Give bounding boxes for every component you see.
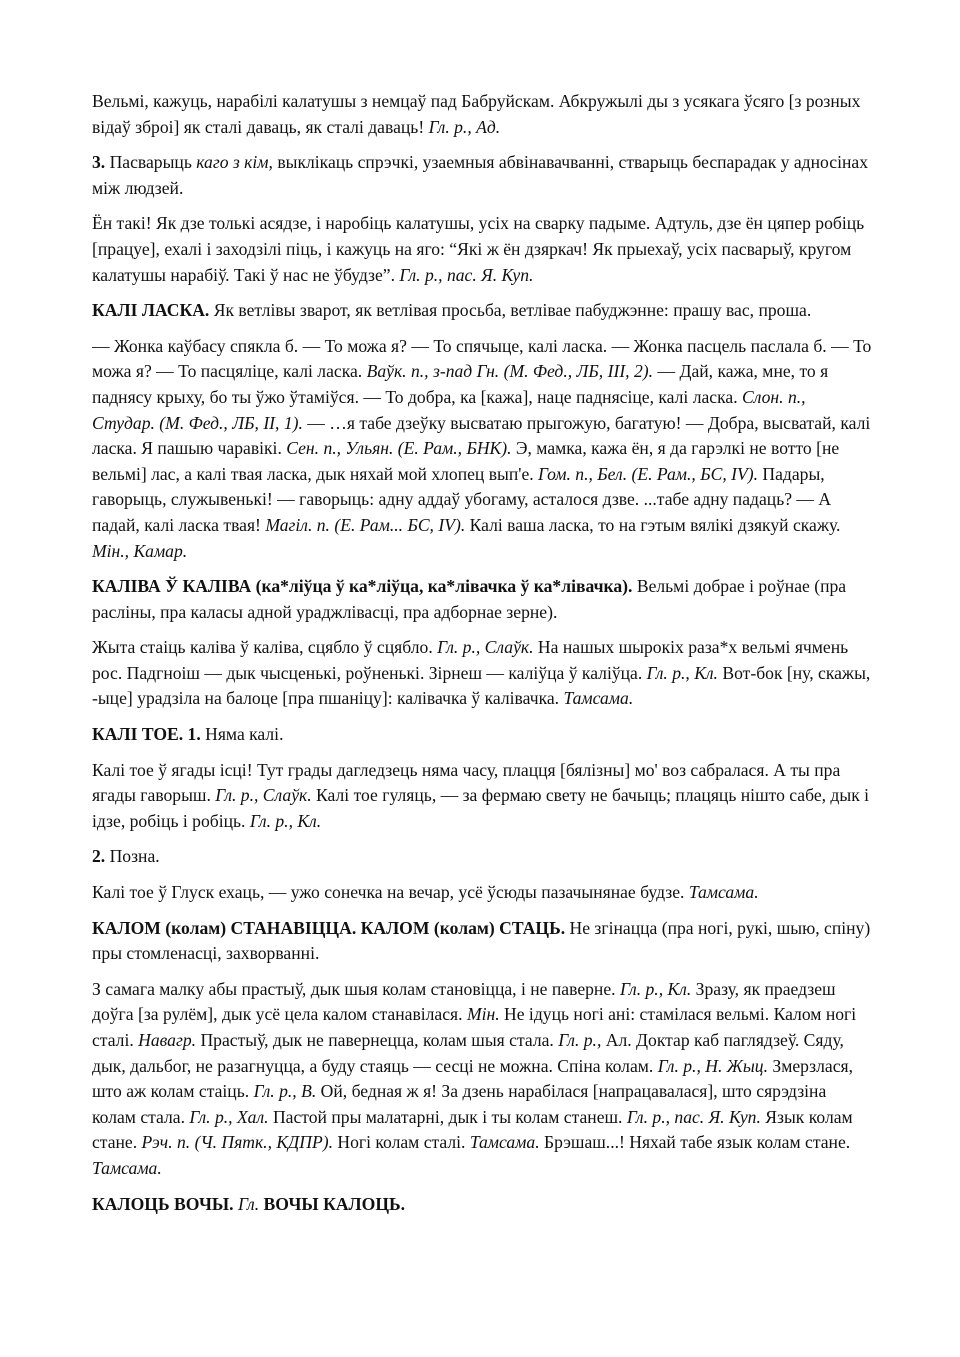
bold-text: 2.	[92, 846, 106, 867]
text-run: На нашых шырокіх раза*х вельмі ячмень рос. Падгноіш — дык чысценькі, роўненькі. Зірнеш — каліўца ў каліўца.	[92, 637, 849, 683]
text-run: — Дай, кажа, мне, то я паднясу крыху, бо ты ўжо ўтаміўся. — То добра, ка [кажа], наце паднясіце, калі ласка.	[92, 361, 829, 407]
text-run: выклікаць спрэчкі, узаемныя абвінавачванні, стварыць беспарадак у адносінах між людзей.	[92, 152, 868, 198]
bold-text: КАЛІ ТОЕ. 1.	[92, 724, 201, 745]
italic-source: Навагр.	[138, 1030, 197, 1050]
italic-source: Гл.	[237, 1193, 260, 1214]
text-run: Жыта стаіць каліва ў каліва, сцябло ў сцябло.	[92, 637, 438, 658]
text-run: Вельмі добрае і роўнае (пра расліны, пра каласы адной ураджлівасці, пра адборнае зерне).	[92, 576, 847, 622]
bold-text: КАЛІ ЛАСКА.	[92, 300, 210, 321]
italic-source: Гл. р.,	[558, 1030, 602, 1050]
text-run: Калі тое ў ягады ісці! Тут грады дагледзець няма часу, плацця [бялізны] мо' воз сабралася. А ты пра ягады гаворыш.	[92, 759, 841, 806]
italic-source: Слон. п., Студар. (М. Фед., ЛБ, II, 1).	[92, 386, 806, 433]
text-run: Позна.	[105, 846, 160, 867]
italic-source: Гл. р., пас. Я. Куп.	[626, 1106, 761, 1127]
text-run: — Жонка каўбасу спякла б. — То можа я? — То спячыце, калі ласка. — Жонка пасцель паслала б. — То можа я? — То пасцяліце, калі ласка.	[92, 335, 872, 382]
italic-source: Тамсама.	[469, 1132, 540, 1153]
text-run: Як ветлівы зварот, як ветлівая просьба, ветлівае пабуджэнне: прашу вас, проша.	[209, 300, 812, 321]
text-run: Ой, бедная ж я! За дзень нарабілася [напрацавалася], што сярэдзіна колам стала.	[92, 1081, 827, 1127]
paragraph	[92, 844, 872, 870]
paragraph	[92, 89, 872, 140]
text-run: Пастой пры малатарні, дык і ты колам станеш.	[268, 1106, 627, 1127]
paragraph	[92, 211, 872, 288]
italic-source: Гл. р., пас. Я. Куп.	[399, 264, 534, 285]
text-run: Калі ваша ласка, то на гэтым вялікі дзякуй скажу.	[465, 514, 841, 535]
italic-source: каго з кім,	[196, 152, 273, 173]
text-run: Калі тое гуляць, — за фермаю свету не бачыць; плацяць нішто сабе, дык і ідзе, робіць і робіць.	[92, 785, 870, 831]
italic-source: Гл. р., Кл.	[646, 662, 718, 683]
italic-source: Мін., Камар.	[92, 540, 188, 561]
bold-text: КАЛОМ (колам) СТАНАВІЦЦА. КАЛОМ (колам) СТАЦЬ.	[92, 917, 566, 938]
italic-source: Мін.	[466, 1004, 500, 1025]
text-run: З самага малку абы прастыў, дык шыя колам становіцца, і не паверне.	[92, 978, 620, 999]
text-run: Ён такі! Як дзе толькі асядзе, і наробіць калатушы, усіх на сварку падыме. Адтуль, дзе ён цяпер робіць [працуе], ехалі і заходзілі піць, і кажуць на яго: “Які ж ён дзяркач! Як прыехаў, усіх пасварыў, кругом калатушы нарабіў. Такі ў нас не ўбудзе”.	[92, 213, 865, 285]
bold-text: КАЛІВА Ў КАЛІВА (ка*ліўца ў ка*ліўца, ка*лівачка ў ка*лівачка).	[92, 576, 633, 597]
text-run: Вот-бок [ну, скажы, -ыце] урадзіла на балоце [пра пшаніцу]: калівачка ў калівачка.	[92, 662, 871, 709]
paragraph	[92, 635, 872, 712]
paragraph	[92, 977, 872, 1182]
italic-source: Гл. р., В.	[253, 1081, 317, 1102]
bold-text: ВОЧЫ КАЛОЦЬ.	[263, 1193, 406, 1214]
text-run: Не ідуць ногі ані: стамілася вельмі. Калом ногі сталі.	[92, 1004, 857, 1050]
italic-source: Магіл. п. (Е. Рам... БС, IV).	[265, 514, 466, 535]
text-run: Прастыў, дык не павернецца, колам шыя стала.	[196, 1030, 559, 1050]
italic-source: Гл. р., Слаўк.	[215, 785, 312, 806]
paragraph	[92, 574, 872, 625]
italic-source: Тамсама.	[563, 688, 634, 709]
paragraph	[92, 150, 872, 201]
italic-source: Гл. р., Хал.	[189, 1106, 269, 1127]
text-run: Зразу, як праедзеш доўга [за рулём], дык усё цела калом станавілася.	[92, 978, 836, 1025]
italic-source: Гл. р., Слаўк.	[437, 637, 534, 658]
bold-text: КАЛОЦЬ ВОЧЫ.	[92, 1193, 234, 1214]
italic-source: Гл. р., Ад.	[428, 116, 501, 137]
text-run: Язык колам стане.	[92, 1106, 853, 1153]
text-run: Ал. Доктар каб паглядзеў. Сяду, дык, дальбог, не разагнуцца, а буду стаяць — сесці не можна. Спіна колам.	[92, 1030, 844, 1076]
italic-source: Гом. п., Бел. (Е. Рам., БС, IV).	[538, 463, 758, 484]
italic-source: Гл. р., Н. Жыц.	[657, 1055, 768, 1076]
paragraph	[92, 722, 872, 748]
italic-source: Рэч. п. (Ч. Пятк., КДПР).	[141, 1132, 333, 1153]
italic-source: Тамсама.	[688, 882, 759, 903]
text-run: Падары, гаворыць, служывенькі! — гаворыць: адну аддаў убогаму, асталося дзве. ...табе адну падаць? — А падай, калі ласка твая!	[92, 463, 832, 535]
text-run: Вельмі, кажуць, нарабілі калатушы з немцаў пад Бабруйскам. Абкружылі ды з усякага ўсяго [з розных відаў зброі] як сталі даваць, як сталі даваць!	[92, 91, 861, 137]
italic-source: Тамсама.	[92, 1157, 162, 1178]
text-run: Пасварыць	[105, 152, 197, 173]
text-run: Няма калі.	[200, 724, 284, 745]
italic-source: Гл. р., Кл.	[249, 810, 322, 831]
text-run: Ногі колам сталі.	[332, 1132, 470, 1153]
text-run: Э, мамка, кажа ён, я да гарэлкі не вотто [не вельмі] лас, а калі твая ласка, дык няхай мой хлопец вып'е.	[92, 438, 840, 484]
bold-text: 3.	[92, 152, 106, 173]
paragraph	[92, 758, 872, 835]
italic-source: Сен. п., Ульян. (Е. Рам., БНК).	[286, 438, 512, 459]
paragraph	[92, 880, 872, 906]
document-page	[92, 89, 872, 1227]
italic-source: Ваўк. п., з-пад Гн. (М. Фед., ЛБ, III, 2).	[366, 361, 654, 382]
text-run: Змерзлася, што аж колам стаіць.	[92, 1055, 853, 1102]
text-run: Брэшаш...! Няхай табе язык колам стане.	[539, 1132, 851, 1153]
text-run: Не згінацца (пра ногі, рукі, шыю, спіну) пры стомленасці, захворванні.	[92, 917, 871, 964]
paragraph	[92, 1192, 872, 1218]
paragraph	[92, 916, 872, 967]
italic-source: Гл. р., Кл.	[619, 978, 692, 999]
paragraph	[92, 298, 872, 324]
text-run: — …я табе дзеўку высватаю прыгожую, багатую! — Добра, высватай, калі ласка. Я пашыю чаравікі.	[92, 412, 871, 459]
paragraph	[92, 334, 872, 564]
text-run: Калі тое ў Глуск ехаць, — ужо сонечка на вечар, усё ўсюды пазачынянае будзе.	[92, 882, 689, 903]
